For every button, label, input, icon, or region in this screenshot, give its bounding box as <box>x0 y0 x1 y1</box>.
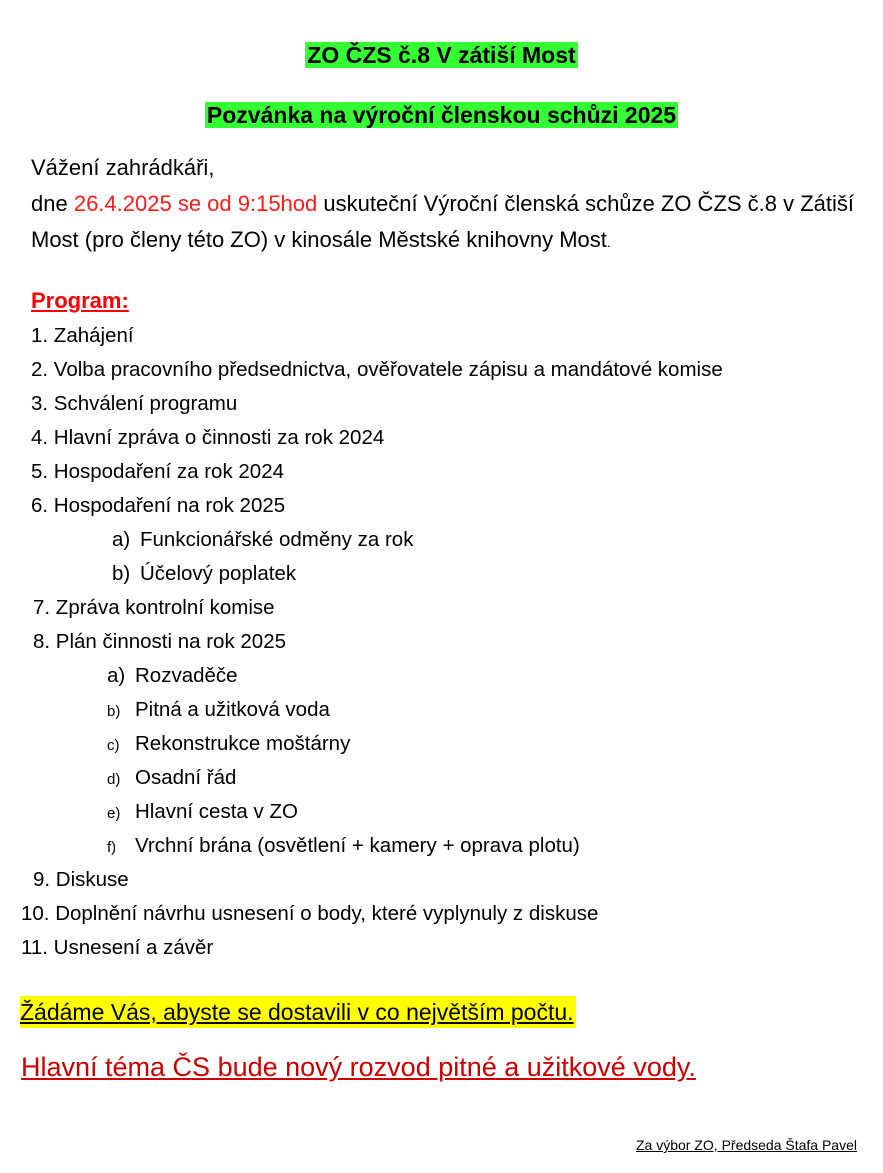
program-item-3: 3. Schválení programu <box>31 392 238 415</box>
program-subitem-8e: e) Hlavní cesta v ZO <box>107 800 298 823</box>
program-subitem-8f: f) Vrchní brána (osvětlení + kamery + oprava plotu) <box>107 834 580 857</box>
meeting-date-time: 26.4.2025 se od 9:15hod <box>73 191 318 216</box>
program-item-2: 2. Volba pracovního předsednictva, ověřovatele zápisu a mandátové komise <box>31 358 723 381</box>
program-item-7: 7. Zpráva kontrolní komise <box>33 596 275 619</box>
program-subitem-8c: c) Rekonstrukce moštárny <box>107 732 351 755</box>
program-subitem-8b: b) Pitná a užitková voda <box>107 698 330 721</box>
program-heading: Program: <box>31 288 129 313</box>
meeting-announcement <box>31 186 871 260</box>
subtitle-row <box>0 100 883 130</box>
announcement-rest: uskuteční Výroční členská schůze ZO ČZS č.8 v Zátiší Most (pro členy této ZO) v kinosále Městské knihovny Most <box>31 191 855 252</box>
program-subitem-6b: b) Účelový poplatek <box>112 562 297 585</box>
greeting: Vážení zahrádkáři, <box>31 155 215 180</box>
organization-title: ZO ČZS č.8 V zátiší Most <box>307 42 576 68</box>
program-item-9: 9. Diskuse <box>33 868 129 891</box>
intro-paragraph <box>31 150 871 260</box>
announcement-period: . <box>606 234 611 250</box>
signature: Za výbor ZO, Předseda Štafa Pavel <box>636 1137 857 1153</box>
main-theme: Hlavní téma ČS bude nový rozvod pitné a užitkové vody. <box>21 1052 696 1082</box>
invitation-title: Pozvánka na výroční členskou schůzi 2025 <box>206 102 677 128</box>
attendance-request: Žádáme Vás, abyste se dostavili v co největším počtu. <box>20 996 576 1028</box>
program-item-1: 1. Zahájení <box>31 324 134 347</box>
program-item-6: 6. Hospodaření na rok 2025 <box>31 494 286 517</box>
program-item-4: 4. Hlavní zpráva o činnosti za rok 2024 <box>31 426 385 449</box>
program-item-8: 8. Plán činnosti na rok 2025 <box>33 630 286 653</box>
program-subitem-8a: a) Rozvaděče <box>107 664 238 687</box>
title-row <box>0 40 883 70</box>
program-subitem-8d: d) Osadní řád <box>107 766 237 789</box>
program-item-5: 5. Hospodaření za rok 2024 <box>31 460 284 483</box>
announcement-prefix: dne <box>31 191 74 216</box>
program-item-10: 10. Doplnění návrhu usnesení o body, které vyplynuly z diskuse <box>21 902 599 925</box>
program-subitem-6a: a) Funkcionářské odměny za rok <box>112 528 414 551</box>
program-item-11: 11. Usnesení a závěr <box>21 936 214 959</box>
